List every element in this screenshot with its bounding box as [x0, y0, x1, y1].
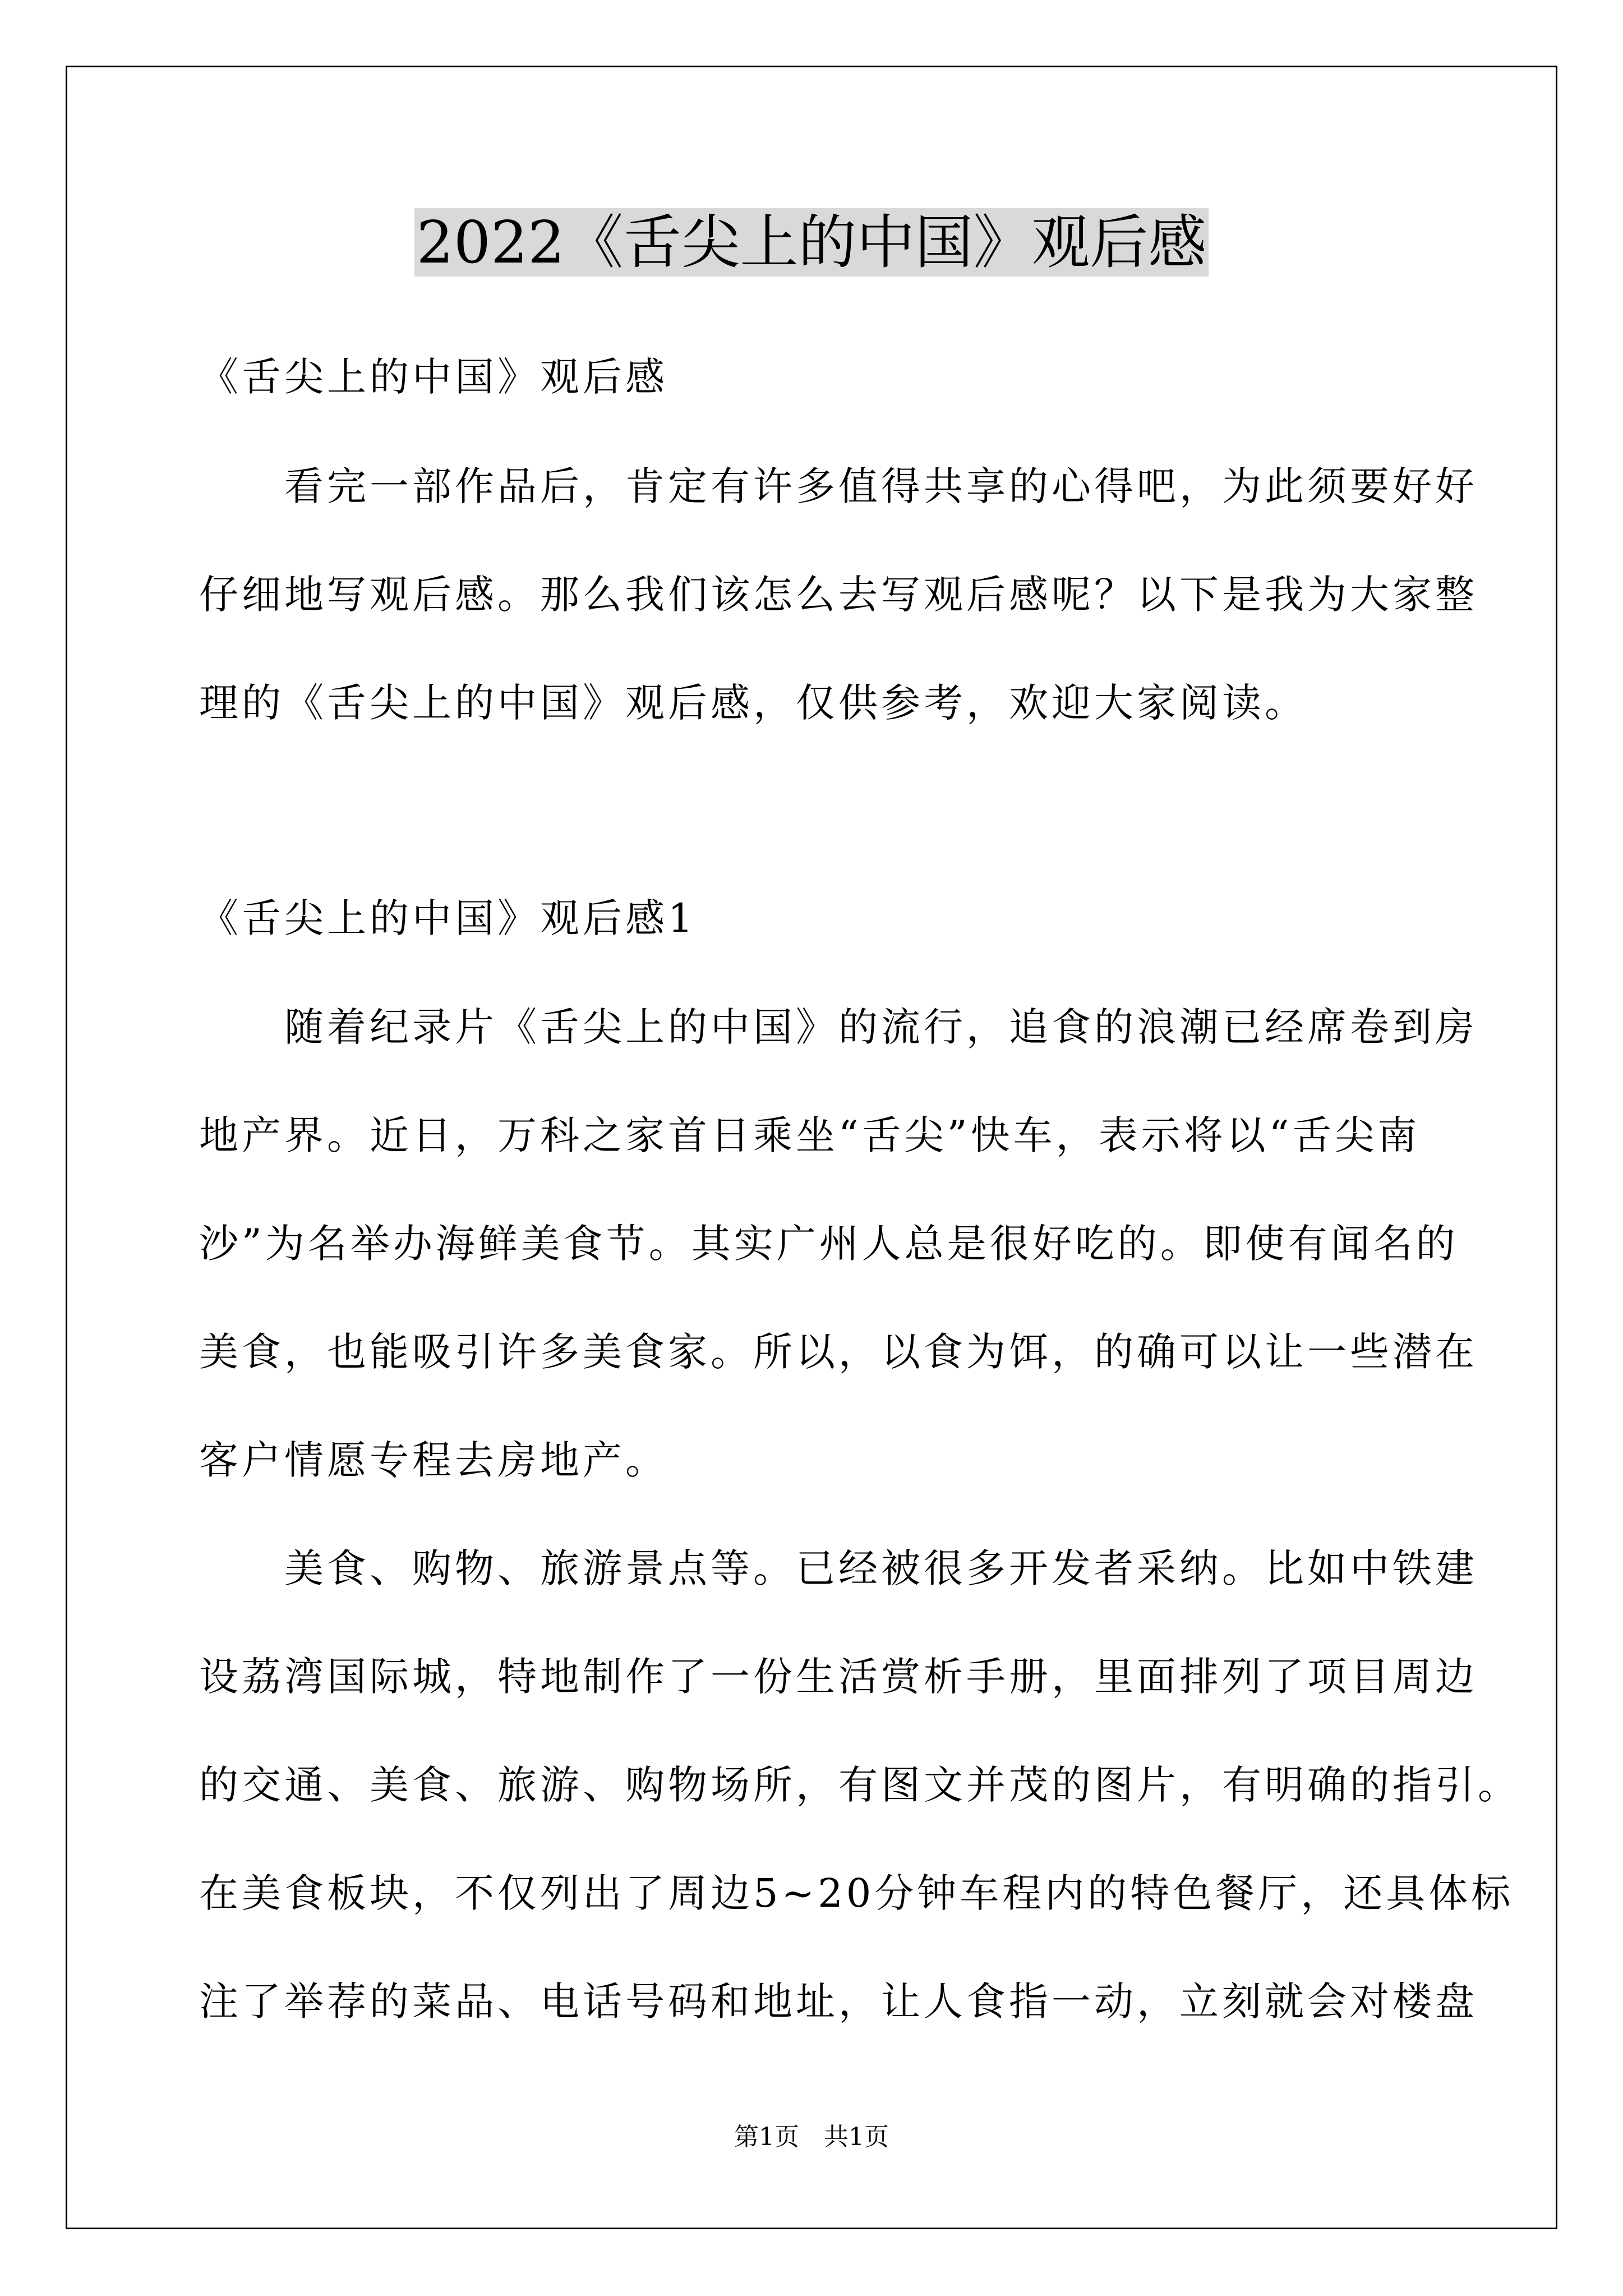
intro-line-1: 看完一部作品后，肯定有许多值得共享的心得吧，为此须要好好 [199, 463, 1478, 509]
document-title-text: 2022《舌尖上的中国》观后感 [414, 208, 1209, 277]
para2-line-4: 在美食板块，不仅列出了周边5~20分钟车程内的特色餐厅，还具体标 [199, 1870, 1514, 1916]
para1-line-5: 客户情愿专程去房地产。 [199, 1437, 668, 1483]
para1-line-4: 美食，也能吸引许多美食家。所以，以食为饵，的确可以让一些潜在 [199, 1329, 1478, 1375]
para2-line-3: 的交通、美食、旅游、购物场所，有图文并茂的图片，有明确的指引。 [199, 1762, 1520, 1808]
para2-line-1: 美食、购物、旅游景点等。已经被很多开发者采纳。比如中铁建 [199, 1545, 1478, 1591]
para2-line-2: 设荔湾国际城，特地制作了一份生活赏析手册，里面排列了项目周边 [199, 1654, 1478, 1700]
document-title [0, 203, 1623, 282]
page-indicator: 第1页 共1页 [734, 2123, 889, 2151]
intro-line-2: 仔细地写观后感。那么我们该怎么去写观后感呢？以下是我为大家整 [199, 572, 1478, 618]
para1-line-3: 沙”为名举办海鲜美食节。其实广州人总是很好吃的。即使有闻名的 [199, 1221, 1459, 1267]
section1-heading: 《舌尖上的中国》观后感1 [199, 895, 697, 941]
intro-line-3: 理的《舌尖上的中国》观后感，仅供参考，欢迎大家阅读。 [199, 680, 1307, 726]
subtitle: 《舌尖上的中国》观后感 [199, 354, 668, 400]
para2-line-5: 注了举荐的菜品、电话号码和地址，让人食指一动，立刻就会对楼盘 [199, 1978, 1478, 2024]
para1-line-2: 地产界。近日，万科之家首日乘坐“舌尖”快车，表示将以“舌尖南 [199, 1112, 1421, 1158]
para1-line-1: 随着纪录片《舌尖上的中国》的流行，追食的浪潮已经席卷到房 [199, 1004, 1478, 1050]
